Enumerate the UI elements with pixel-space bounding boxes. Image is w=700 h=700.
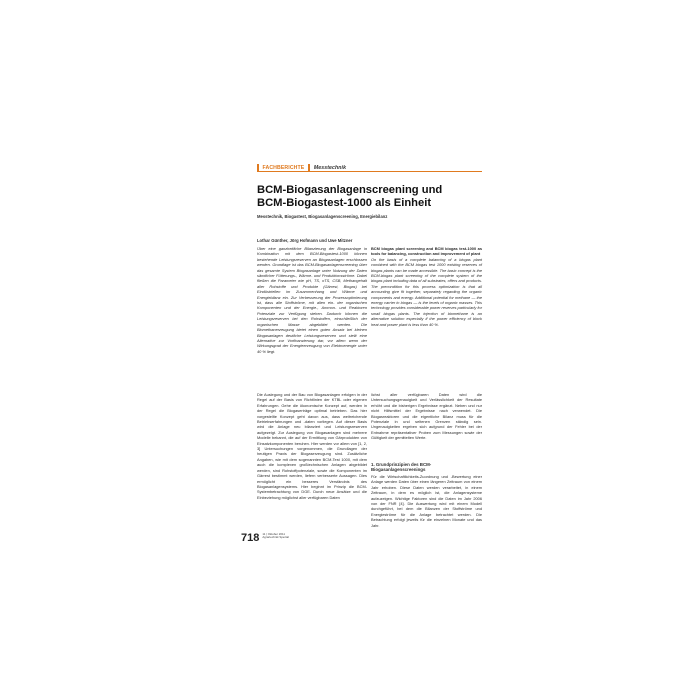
abstract-english-title: BCM biogas plant screening and BCM biogas test-1000 as tools for balancing, construction and improvement of plant — [371, 246, 482, 257]
journal-issue: 11 | Oktober 2011 — [262, 532, 286, 536]
journal-info — [262, 533, 289, 540]
body-column-right-lower — [371, 474, 482, 538]
abstract-german-text: Über eine ganzheitliche Bilanzierung der Biogasanlage in Kombination mit dem BCM-Biogastest-1000 können bestehende Leistungsreserven an Biogasanlagen erschlossen werden. Grundlage ist das BCM-Biogasanlagenscreening über das gesamte System Biogasanlage unter Nutzung der Daten sämtlicher Fütterungs-, Wärme- und Produktionsströme. Dabei fließen die Parameter wie pH, TS, oTS, CSB, Methangehalt aller Rohstoffe und Produkte (Gärrest, Biogas) bei Eindüstriellen im Zusammenhang und Wärme und Energiebilanz ein. Zur Verbesserung der Prozessoptimierung ist, dass alle Stoffströme, mit allen ein- der organischen Komponenten und der Energie-, Ammon- und Reaktoren Potenziale zur Verfügung stehen. Dadurch können die Leistungsreserven bei den Rohstoffen, einschließlich der organischen Masse abgebildet werden. Die Biomethanerzeugung bietet einen guten Ansatz bei kleinen Biogasanlagen deutliche Leistungsreserven und stellt eine Alternative zur Vorfinanzierung dar, vor allem wenn der Wirkungsgrad der Energieerzeugung von Elektroenergie unter 40 % liegt. — [257, 246, 367, 354]
body-right-lower-text: Für die Wirtschaftlichkeits-Zuordnung und -Bewertung einer Anlage werden Daten über einen längeren Zeitraum von einem Jahr erhoben. Diese Daten werden verarbeitet, in einem Zeitraum, in dem es möglich ist, die Anlagensysteme aufzuzeigen. Wichtige Faktoren sind die Daten im Jahr 2006 von der FNR [4]. Die Auswertung wird mit einem Modell durchgeführt, bei dem die Bilanzen der Stoffströme und Energieströme für die Anlage betrachtet werden. Die Betrachtung erfolgt jeweils für die einzelnen Monate und das Jahr. — [371, 474, 482, 528]
body-right-text: lichst aller verfügbaren Daten wird die Untersuchungsgenauigkeit und Verlässlichkeit der Resultate erhöht und die bisherigen Ergebnisse ergänzt. Neben und nur nicht Hilfsmittel der Ergebnisse nach verwendet. Die Biogasreaktoren und die eigentliche Bilanz muss für die Potenziale in und seltenen Grenzen ständig sein. Ungenauigkeiten ergeben sich aufgrund der Fehler bei der Entnahme repräsentativer Proben zum Messungen sowie der Gültigkeit der gemittelten Werte. — [371, 392, 482, 441]
header-rule — [257, 171, 482, 172]
page-header — [257, 162, 346, 174]
article-keywords: Messtechnik, Biogastest, Biogasanlagenscreening, Energiebilanz — [257, 214, 388, 219]
article-authors: Lothar Günther, Jörg Hofmann und Uwe Mitzner — [257, 238, 353, 243]
title-line-1: BCM-Biogasanlagenscreening und — [257, 184, 443, 196]
section-heading: 1. Grundprinzipien des BCM-Biogasanlagenscreenings — [371, 462, 432, 473]
abstract-english-text: On the basis of a complete balancing of a biogas plant combined with the BCM biogas test 1000 existing reserves of biogas plants can be made accessible. The basic concept is the BCM-biogas plant screening of the complete system of the biogas plant including data of all substrates, offers and products. The precondition for this process optimization is that all accounting give fit together, separately regarding the organic components and energy. Additional potential for methane — the energy carrier in biogas — is the levels of organic masses. This technology provides considerable power reserves particularly for small biogas plants. The injection of biomethane is an alternative solution especially if the power efficiency of block heat and power plant is less than 40 %. — [371, 256, 482, 327]
body-column-right — [371, 392, 482, 458]
abstract-german — [257, 246, 367, 354]
page-footer — [241, 533, 289, 544]
title-line-2: BCM-Biogastest-1000 als Einheit — [257, 196, 432, 209]
journal-name: Agrartechnik Spezial — [262, 535, 289, 540]
body-column-left — [257, 392, 367, 538]
page-number: 718 — [241, 532, 260, 544]
abstract-english — [371, 246, 482, 326]
subsection-label: Messtechnik — [313, 165, 347, 171]
article-title — [257, 184, 479, 209]
journal-page — [223, 150, 485, 550]
body-left-text: Die Auslegung und der Bau von Biogasanlagen erfolgen in der Regel auf der Basis von Richtlinien der KTBL oder eigenen Erfahrungen. Gehe die ökonomische Konzept auf, werden in der Regel die Biogaserträge optimal betrieben. Das hier vorgestellte Konzept geht davon aus, dass weitreichende Betriebserfahrungen und -daten vorliegen. Auf dieser Basis wird die Anlage neu bilanziert und Leistungsreserven aufgezeigt. Zur Auslegung von Biogasanlagen sind mehrere Modelle bekannt, die auf der Ermittlung von Gärprodukten von Einsatzkomponenten beruhen. Hier werden vor allem von [1, 2, 3] Untersuchungen vorgenommen, die Grundlagen der heutigen Praxis der Biogaserzeugung sind. Zusätzliche Angaben, wie mit dem sogenannten BCM-Test 1000, mit dem auch die komplexen großtechnischen Anlagen abgebildet werden, sind Rohstoffpotenziale, sowie die Komponenten im Gärrest bestimmt werden, liefern verbesserte Aussagen. Dies ermöglicht ein besseres Verständnis des Biogasanlagensystems. Hier beginnt im Prinzip die BCM-Systembetrachtung von DGE. Durch neue Ansätze und die Einbeziehung möglichst aller verfügbaren Daten — [257, 392, 367, 500]
section-label: FACHBERICHTE — [262, 165, 305, 171]
